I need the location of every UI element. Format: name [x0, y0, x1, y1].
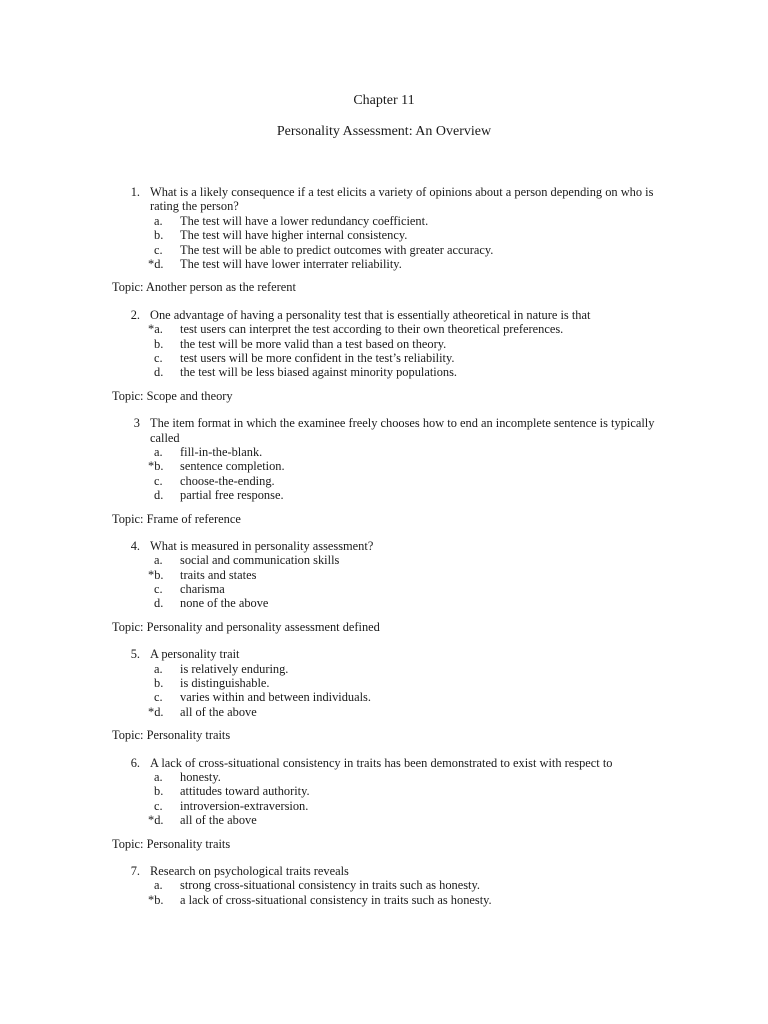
question-item [0, 647, 768, 755]
answer-option [0, 553, 768, 567]
question-item [0, 864, 768, 907]
question-text: What is a likely consequence if a test elicits a variety of opinions about a person depending on who is rating the person? [150, 185, 654, 214]
option-letter: c. [154, 798, 163, 813]
option-text: the test will be more valid than a test based on theory. [180, 336, 447, 351]
question-text: A lack of cross-situational consistency in traits has been demonstrated to exist with respect to [150, 755, 613, 770]
answer-option [0, 813, 768, 827]
option-text: all of the above [180, 813, 257, 828]
question-number: 2. [130, 307, 140, 322]
option-text: none of the above [180, 596, 269, 611]
question-item [0, 539, 768, 647]
option-text: The test will have higher internal consistency. [180, 228, 408, 243]
topic-label: Topic: Another person as the referent [112, 280, 296, 295]
option-text: all of the above [180, 704, 257, 719]
answer-option [0, 365, 768, 379]
option-text: strong cross-situational consistency in traits such as honesty. [180, 878, 480, 893]
option-letter: *b. [148, 567, 164, 582]
spacer [0, 634, 768, 647]
question-number: 4. [130, 538, 140, 553]
option-letter: c. [154, 582, 163, 597]
option-text: varies within and between individuals. [180, 690, 371, 705]
option-letter: a. [154, 661, 163, 676]
answer-option [0, 799, 768, 813]
answer-option [0, 214, 768, 228]
question-item [0, 416, 768, 539]
question-text: What is measured in personality assessment? [150, 538, 374, 553]
topic-label: Topic: Scope and theory [112, 388, 233, 403]
question-stem [0, 864, 656, 878]
option-letter: d. [154, 488, 164, 503]
answer-option [0, 459, 768, 473]
option-text: test users will be more confident in the test’s reliability. [180, 350, 455, 365]
answer-option [0, 257, 768, 271]
spacer [0, 295, 768, 308]
option-letter: a. [154, 553, 163, 568]
option-letter: c. [154, 242, 163, 257]
option-letter: *d. [148, 813, 164, 828]
answer-option [0, 582, 768, 596]
question-number: 1. [130, 185, 140, 199]
answer-option [0, 705, 768, 719]
topic-label: Topic: Personality and personality assessment defined [112, 619, 380, 634]
option-text: attitudes toward authority. [180, 784, 310, 799]
question-number: 6. [130, 755, 140, 770]
option-text: The test will have lower interrater reliability. [180, 256, 402, 271]
question-text: Research on psychological traits reveals [150, 863, 349, 878]
option-text: partial free response. [180, 488, 284, 503]
option-text: a lack of cross-situational consistency in traits such as honesty. [180, 892, 492, 907]
question-stem [0, 756, 656, 770]
answer-option [0, 676, 768, 690]
answer-option [0, 445, 768, 459]
question-stem [0, 647, 656, 661]
answer-option [0, 351, 768, 365]
answer-option [0, 596, 768, 610]
answer-option [0, 878, 768, 892]
option-letter: b. [154, 784, 164, 799]
answer-option [0, 337, 768, 351]
answer-option [0, 770, 768, 784]
spacer [0, 403, 768, 416]
option-letter: *a. [148, 322, 163, 337]
option-letter: b. [154, 336, 164, 351]
answer-option [0, 474, 768, 488]
question-number: 5. [130, 647, 140, 662]
question-item [0, 308, 768, 416]
question-item [0, 185, 768, 308]
option-text: social and communication skills [180, 553, 340, 568]
topic-label: Topic: Personality traits [112, 728, 231, 743]
question-item [0, 756, 768, 864]
option-text: traits and states [180, 567, 257, 582]
option-text: is relatively enduring. [180, 661, 289, 676]
answer-option [0, 893, 768, 907]
option-text: honesty. [180, 770, 221, 785]
question-stem [0, 185, 656, 214]
question-number: 7. [130, 863, 140, 878]
answer-option [0, 228, 768, 242]
page-title: Personality Assessment: An Overview [276, 124, 492, 139]
question-text: The item format in which the examinee freely chooses how to end an incomplete sentence is typically called [150, 416, 655, 445]
option-letter: a. [154, 878, 163, 893]
option-letter: c. [154, 690, 163, 705]
question-list [0, 185, 768, 907]
question-stem [0, 539, 656, 553]
option-letter: *b. [148, 459, 164, 474]
option-text: choose-the-ending. [180, 473, 275, 488]
option-text: test users can interpret the test according to their own theoretical preferences. [180, 322, 564, 337]
answer-option [0, 690, 768, 704]
option-text: fill-in-the-blank. [180, 444, 263, 459]
option-letter: a. [154, 213, 163, 228]
spacer [0, 743, 768, 756]
option-letter: *d. [148, 256, 164, 271]
question-text: A personality trait [150, 647, 240, 662]
option-letter: c. [154, 350, 163, 365]
spacer [0, 526, 768, 539]
answer-option [0, 568, 768, 582]
option-text: sentence completion. [180, 459, 285, 474]
option-text: is distinguishable. [180, 676, 270, 691]
option-text: introversion-extraversion. [180, 798, 309, 813]
option-letter: *b. [148, 892, 164, 907]
option-text: The test will have a lower redundancy coefficient. [180, 213, 429, 228]
answer-option [0, 322, 768, 336]
option-letter: b. [154, 228, 164, 243]
topic-label: Topic: Personality traits [112, 836, 231, 851]
answer-option [0, 488, 768, 502]
answer-option [0, 243, 768, 257]
question-text: One advantage of having a personality test that is essentially atheoretical in nature is that [150, 307, 591, 322]
option-letter: a. [154, 444, 163, 459]
option-text: The test will be able to predict outcomes with greater accuracy. [180, 242, 494, 257]
spacer [0, 851, 768, 864]
option-letter: c. [154, 473, 163, 488]
option-letter: *d. [148, 704, 164, 719]
option-text: charisma [180, 582, 225, 597]
option-letter: d. [154, 596, 164, 611]
option-letter: a. [154, 770, 163, 785]
answer-option [0, 784, 768, 798]
option-letter: b. [154, 676, 164, 691]
question-number: 3 [133, 416, 140, 431]
answer-option [0, 662, 768, 676]
question-stem [0, 308, 656, 322]
question-stem [0, 416, 656, 445]
topic-label: Topic: Frame of reference [112, 511, 241, 526]
option-letter: d. [154, 365, 164, 380]
option-text: the test will be less biased against minority populations. [180, 365, 458, 380]
chapter-heading: Chapter 11 [353, 93, 415, 108]
